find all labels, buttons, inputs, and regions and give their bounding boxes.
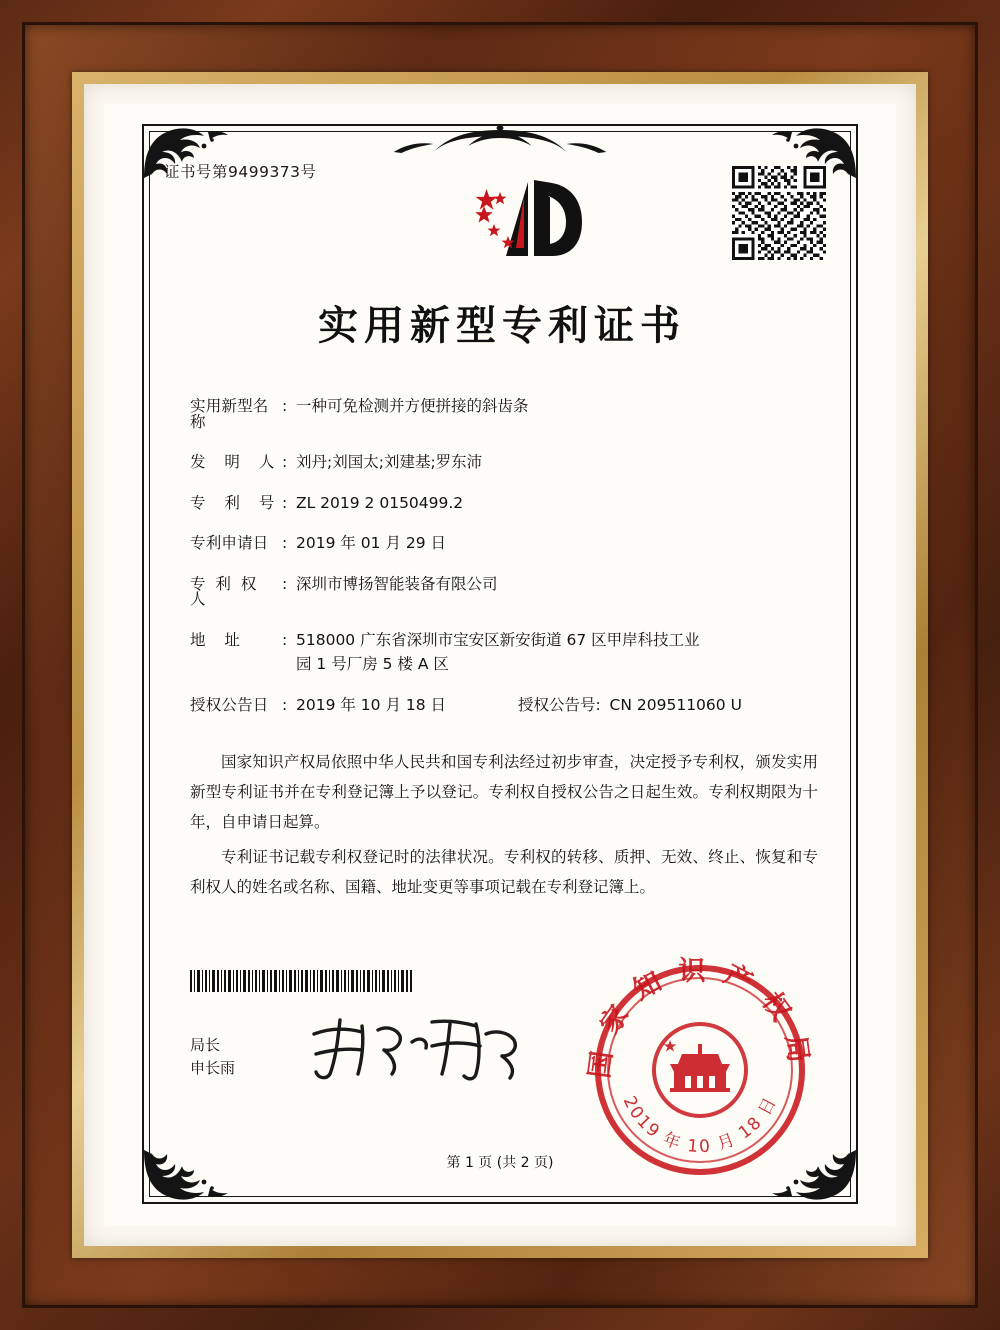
grant-number-value: CN 209511060 U <box>609 695 742 714</box>
cnipa-logo-icon <box>460 170 600 280</box>
director-name: 申长雨 <box>190 1059 236 1078</box>
field-colon: : <box>282 534 288 552</box>
signature-icon <box>300 1012 540 1084</box>
field-colon: : <box>282 453 288 471</box>
field-colon: : <box>595 695 601 714</box>
field-label: 专利申请日 <box>190 534 269 552</box>
field-row-grant <box>190 695 840 714</box>
field-row-inventors <box>190 455 840 471</box>
field-value: ZL 2019 2 0150499.2 <box>296 493 464 512</box>
field-label: 发 明 人 <box>190 453 282 471</box>
field-value-wrap <box>296 630 840 673</box>
barcode <box>190 970 412 992</box>
page-title: 实用新型专利证书 <box>318 302 686 349</box>
field-row-patentee <box>190 574 840 608</box>
field-colon: : <box>282 630 288 649</box>
certificate-content <box>164 160 840 902</box>
field-colon: : <box>282 493 288 512</box>
grant-date-label: 授权公告日 <box>190 695 269 714</box>
field-value: 2019 年 01 月 29 日 <box>296 534 447 552</box>
page-footer: 第 1 页 (共 2 页) <box>446 1155 554 1171</box>
grant-date-value: 2019 年 10 月 18 日 <box>296 695 447 714</box>
field-label: 地 址 <box>190 630 247 649</box>
field-label: 实用新型名称 <box>190 397 269 431</box>
field-row-utility-model-name <box>190 399 840 430</box>
director-block <box>190 1034 235 1081</box>
field-row-application-date <box>190 536 840 552</box>
field-label: 专 利 权 人 <box>190 574 259 608</box>
certificate-number: 证书号第9499373号 <box>164 163 317 181</box>
top-edge-ornament <box>234 122 766 156</box>
director-label: 局长 <box>190 1036 221 1054</box>
field-value: 深圳市博扬智能装备有限公司 <box>296 574 498 593</box>
grant-number-label: 授权公告号 <box>518 695 596 714</box>
field-list <box>190 399 840 713</box>
qr-code <box>732 166 826 260</box>
field-colon: : <box>282 397 288 415</box>
field-value-line2: 园 1 号厂房 5 楼 A 区 <box>296 655 449 673</box>
field-label: 专 利 号 <box>190 493 282 512</box>
field-row-patent-number <box>190 493 840 512</box>
legal-paragraph-2: 专利证书记载专利权登记时的法律状况。专利权的转移、质押、无效、终止、恢复和专利权人的姓名或名称、国籍、地址变更等事项记载在专利登记簿上。 <box>190 847 818 896</box>
seal-date: 2019 年 10 月 18 日 <box>618 1092 782 1158</box>
field-row-address <box>190 630 840 673</box>
field-value: 一种可免检测并方便拼接的斜齿条 <box>296 397 529 415</box>
field-value: 刘丹;刘国太;刘建基;罗东沛 <box>296 453 483 471</box>
certificate-page <box>104 104 896 1226</box>
field-value-line1: 518000 广东省深圳市宝安区新安街道 67 区甲岸科技工业 <box>296 630 700 649</box>
legal-paragraph-1: 国家知识产权局依照中华人民共和国专利法经过初步审查，决定授予专利权，颁发实用新型专利证书并在专利登记簿上予以登记。专利权自授权公告之日起生效。专利权期限为十年，自申请日起算。 <box>190 753 818 832</box>
svg-text:国家知识产权局: 国家知识产权局 <box>584 956 816 1081</box>
field-colon: : <box>282 695 288 714</box>
svg-text:2019 年 10 月 18 日 <box>619 1093 782 1157</box>
grant-values <box>296 695 840 714</box>
field-colon: : <box>282 574 288 593</box>
grant-number-group <box>518 695 742 714</box>
